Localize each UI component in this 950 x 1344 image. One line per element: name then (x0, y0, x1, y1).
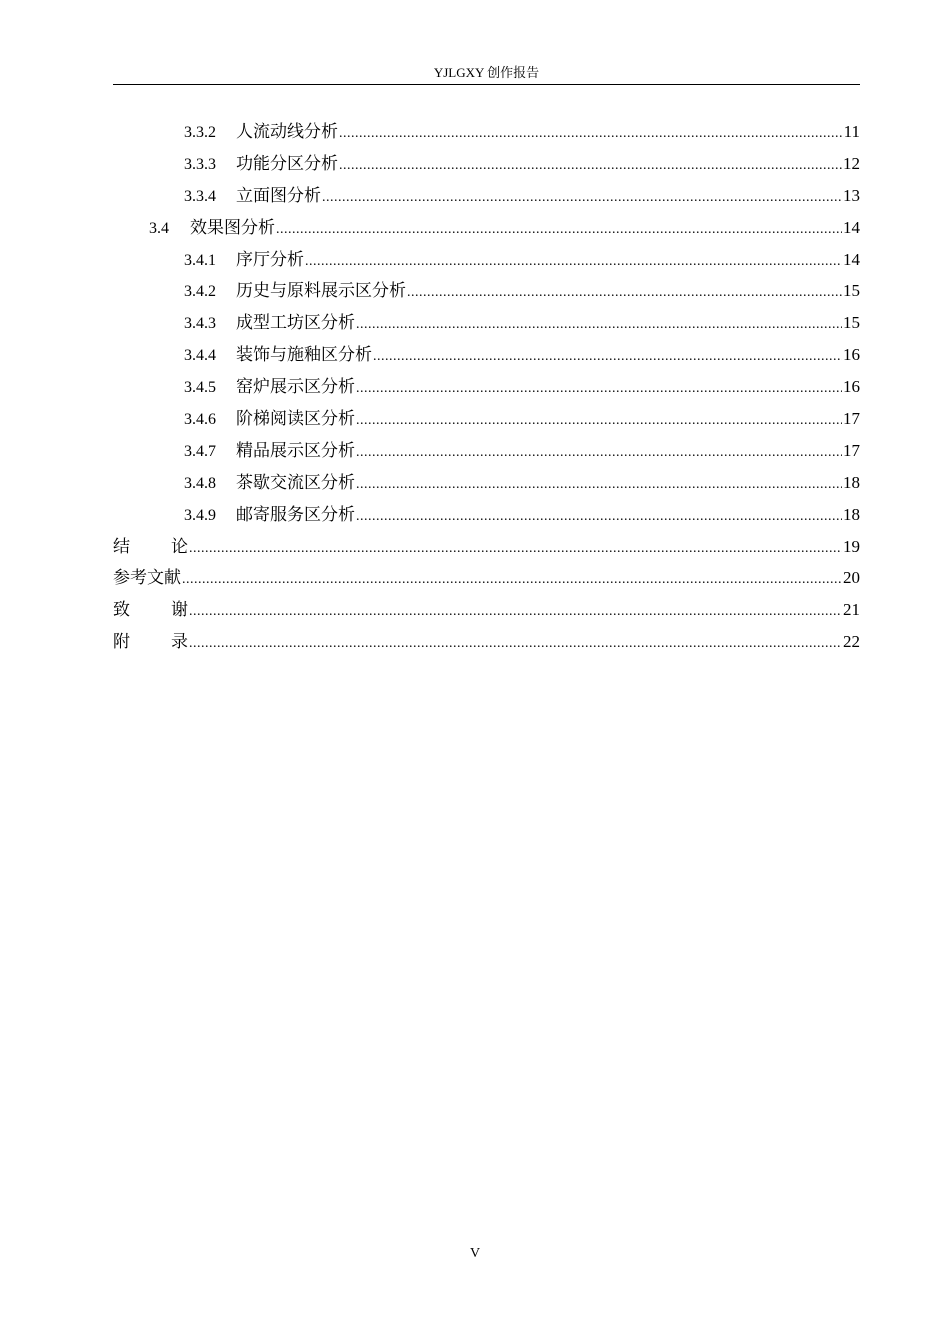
toc-entry-number: 3.4.6 (184, 411, 216, 429)
toc-entry-page: 15 (843, 281, 860, 301)
toc-entry[interactable] (113, 435, 860, 467)
toc-entry-title: 序厅分析 (236, 249, 304, 269)
toc-entry-page: 20 (843, 568, 860, 588)
toc-entry-number: 3.3.2 (184, 124, 216, 141)
toc-entry[interactable] (113, 531, 860, 563)
toc-entry-page: 18 (843, 504, 860, 524)
header-title: YJLGXY 创作报告 (433, 65, 540, 80)
toc-entry[interactable] (113, 339, 860, 371)
toc-entry-title: 立面图分析 (236, 185, 321, 205)
toc-entry-number: 3.4.3 (184, 315, 216, 333)
toc-leader-dots (407, 277, 842, 309)
toc-leader-dots (339, 150, 842, 182)
toc-leader-dots (356, 405, 842, 437)
toc-leader-dots (356, 309, 842, 341)
toc-entry[interactable] (113, 244, 860, 276)
toc-entry-title: 历史与原料展示区分析 (236, 281, 406, 301)
toc-leader-dots (189, 628, 842, 660)
toc-entry-title: 功能分区分析 (236, 153, 338, 173)
toc-leader-dots (356, 501, 842, 533)
toc-entry[interactable] (113, 499, 860, 531)
toc-entry-title: 附录 (113, 632, 188, 653)
toc-entry-number: 3.4 (149, 219, 169, 237)
toc-entry-page: 16 (843, 377, 860, 397)
toc-entry-title: 精品展示区分析 (236, 440, 355, 460)
toc-entry-page: 11 (843, 122, 860, 141)
toc-entry-title: 致谢 (113, 600, 188, 621)
toc-entry-title: 参考文献 (113, 568, 181, 589)
toc-entry-number: 3.4.8 (184, 474, 216, 492)
toc-entry[interactable] (113, 116, 860, 148)
toc-entry-page: 17 (843, 409, 860, 429)
toc-entry[interactable] (113, 594, 860, 626)
toc-entry-title: 茶歇交流区分析 (236, 472, 355, 492)
toc-leader-dots (305, 246, 842, 278)
toc-leader-dots (189, 596, 842, 628)
toc-entry[interactable] (113, 626, 860, 658)
toc-leader-dots (356, 373, 842, 405)
toc-leader-dots (276, 214, 842, 246)
toc-entry-number: 3.4.2 (184, 283, 216, 301)
toc-entry-page: 16 (843, 345, 860, 365)
toc-entry-title: 邮寄服务区分析 (236, 504, 355, 524)
toc-entry-title: 结论 (113, 536, 188, 557)
page-header (113, 64, 860, 85)
toc-entry-title: 效果图分析 (190, 217, 275, 237)
toc-leader-dots (339, 118, 843, 150)
toc-entry-page: 14 (843, 217, 860, 237)
toc-entry-number: 3.4.1 (184, 251, 216, 269)
toc-leader-dots (356, 469, 842, 501)
toc-entry[interactable] (113, 307, 860, 339)
toc-entry-page: 19 (843, 536, 860, 556)
toc-entry-page: 18 (843, 472, 860, 492)
page-footer (0, 1246, 950, 1262)
toc-leader-dots (356, 437, 842, 469)
toc-leader-dots (189, 533, 842, 565)
toc-entry[interactable] (113, 371, 860, 403)
toc-entry[interactable] (113, 212, 860, 244)
toc-entry-page: 14 (843, 249, 860, 269)
toc-leader-dots (322, 182, 842, 214)
toc-entry-title: 窑炉展示区分析 (236, 377, 355, 397)
toc-entry[interactable] (113, 467, 860, 499)
toc-entry-number: 3.4.4 (184, 347, 216, 365)
toc-entry-title: 装饰与施釉区分析 (236, 345, 372, 365)
toc-entry-number: 3.4.7 (184, 442, 216, 460)
page-number: V (469, 1246, 481, 1261)
toc-entry-number: 3.4.9 (184, 506, 216, 524)
toc-entry-title: 成型工坊区分析 (236, 313, 355, 333)
toc-entry[interactable] (113, 148, 860, 180)
toc-entry-page: 12 (843, 153, 860, 173)
toc-entry[interactable] (113, 403, 860, 435)
toc-entry-page: 17 (843, 440, 860, 460)
toc-entry[interactable] (113, 275, 860, 307)
toc-entry-number: 3.3.4 (184, 187, 216, 205)
toc-entry-page: 21 (843, 600, 860, 620)
toc-entry-title: 人流动线分析 (236, 122, 338, 141)
table-of-contents (113, 116, 860, 658)
toc-entry-title: 阶梯阅读区分析 (236, 409, 355, 429)
toc-leader-dots (373, 341, 842, 373)
toc-entry[interactable] (113, 180, 860, 212)
toc-entry-page: 15 (843, 313, 860, 333)
toc-entry[interactable] (113, 562, 860, 594)
toc-entry-number: 3.3.3 (184, 155, 216, 173)
toc-entry-number: 3.4.5 (184, 379, 216, 397)
toc-entry-page: 22 (843, 632, 860, 652)
toc-entry-page: 13 (843, 185, 860, 205)
toc-leader-dots (182, 564, 842, 596)
